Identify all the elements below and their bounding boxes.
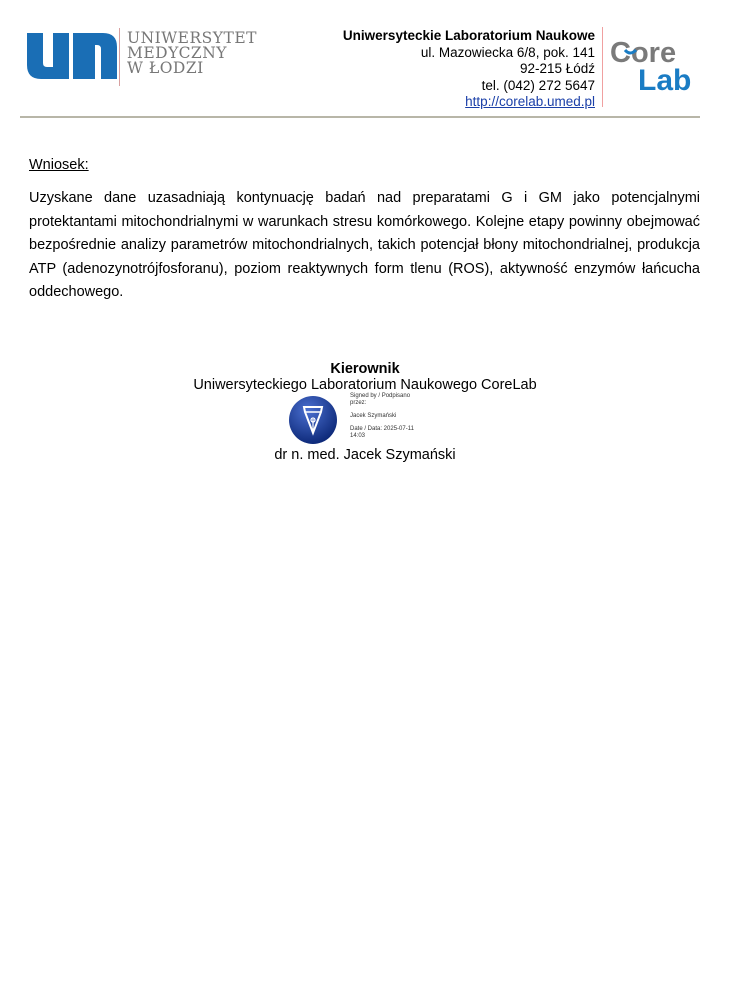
signature-metadata: [350, 393, 414, 440]
signature-block: [180, 361, 550, 463]
lab-city: 92-215 Łódź: [519, 61, 595, 76]
university-logo-icon: [27, 33, 117, 79]
signed-by-label: Signed by / Podpisano: [350, 393, 411, 399]
section-title: Wniosek:: [29, 157, 89, 173]
university-name-line-1: UNIWERSYTET: [127, 29, 258, 47]
lab-phone: tel. (042) 272 5647: [481, 77, 595, 93]
corelab-logo-icon: [608, 36, 700, 92]
university-name-line-2: MEDYCZNY: [127, 44, 227, 62]
svg-text:Core: Core: [610, 37, 677, 69]
university-name: [127, 31, 257, 76]
signature-unit: Uniwersyteckiego Laboratorium Naukowego CoreLab: [193, 377, 537, 393]
svg-text:Lab: Lab: [638, 64, 692, 92]
lab-website-link[interactable]: http://corelab.umed.pl: [465, 94, 595, 109]
header-rule: [20, 116, 700, 118]
signature-time: 14:03: [350, 433, 366, 439]
signature-date: Date / Data: 2025-07-11: [350, 426, 414, 432]
conclusion-paragraph: Uzyskane dane uzasadniają kontynuację badań nad preparatami G i GM jako potencjalnymi protektantami mitochondrialnymi w warunkach stresu komórkowego. Kolejne etapy powinny obejmować bezpośrednie analizy parametrów mitochondrialnych, takich potencjał błony mitochondrialnej, produkcja ATP (adenozynotrójfosforanu), poziom reaktywnych form tlenu (ROS), aktywność enzymów łańcucha oddechowego.: [29, 190, 700, 300]
pen-nib-seal-icon: [288, 395, 338, 445]
lab-name: Uniwersyteckie Laboratorium Naukowe: [342, 28, 595, 43]
signatory-name: dr n. med. Jacek Szymański: [274, 447, 456, 463]
corelab-divider: [602, 27, 603, 107]
signer-name: Jacek Szymański: [350, 413, 397, 419]
lab-contact-block: [343, 28, 595, 111]
signature-role: Kierownik: [330, 361, 400, 377]
signed-by-label-2: przez:: [350, 400, 367, 406]
university-name-line-3: W ŁODZI: [127, 59, 204, 77]
lab-address: ul. Mazowiecka 6/8, pok. 141: [420, 44, 595, 60]
logo-divider: [119, 28, 120, 86]
